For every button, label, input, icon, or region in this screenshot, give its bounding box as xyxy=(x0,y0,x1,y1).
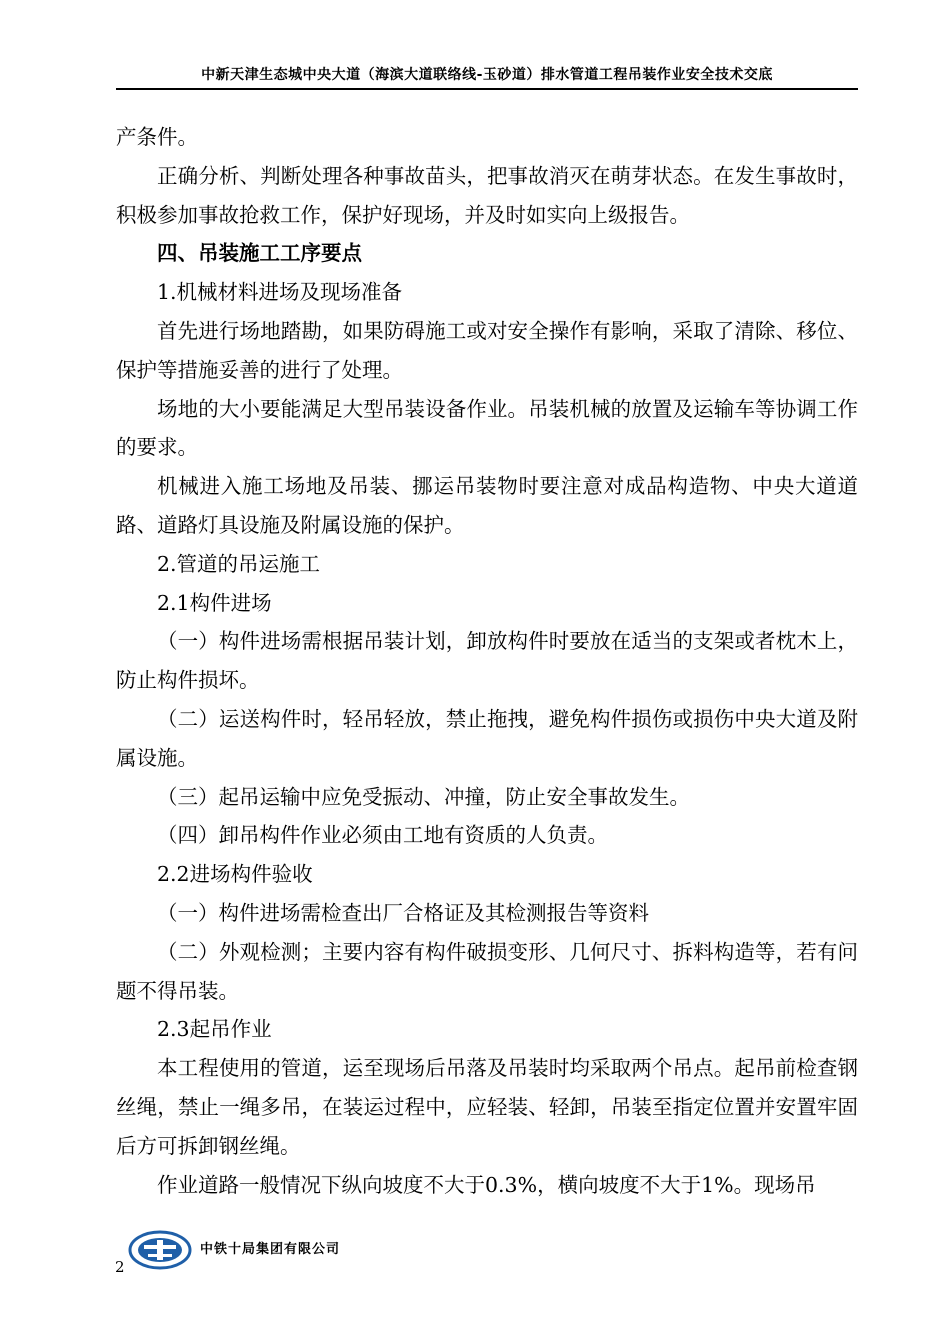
body-paragraph: 2.2进场构件验收 xyxy=(157,862,313,887)
body-paragraph: 本工程使用的管道，运至现场后吊落及吊装时均采取两个吊点。起吊前检查钢丝绳，禁止一绳多吊，在装运过程中，应轻装、轻卸，吊装至指定位置并安置牢固后方可拆卸钢丝绳。 xyxy=(116,1056,858,1158)
body-paragraph: 2.1构件进场 xyxy=(157,590,272,615)
body-paragraph: 场地的大小要能满足大型吊装设备作业。吊装机械的放置及运输车等协调工作的要求。 xyxy=(116,396,858,460)
section-heading: 四、吊装施工工序要点 xyxy=(157,241,362,266)
body-paragraph: （三）起吊运输中应免受振动、冲撞，防止安全事故发生。 xyxy=(157,784,690,809)
body-paragraph: 2.管道的吊运施工 xyxy=(157,551,321,576)
body-paragraph: 首先进行场地踏勘，如果防碍施工或对安全操作有影响，采取了清除、移位、保护等措施妥善的进行了处理。 xyxy=(116,318,858,382)
crcc-logo-icon xyxy=(128,1230,192,1270)
body-paragraph: 正确分析、判断处理各种事故苗头，把事故消灭在萌芽状态。在发生事故时，积极参加事故抢救工作，保护好现场，并及时如实向上级报告。 xyxy=(116,163,858,227)
body-paragraph: 产条件。 xyxy=(116,125,198,149)
page-number: 2 xyxy=(115,1258,125,1276)
body-paragraph: （四）卸吊构件作业必须由工地有资质的人负责。 xyxy=(157,823,608,848)
body-paragraph: 2.3起吊作业 xyxy=(157,1017,272,1042)
document-body xyxy=(116,118,858,1204)
running-header: 中新天津生态城中央大道（海滨大道联络线-玉砂道）排水管道工程吊装作业安全技术交底 xyxy=(201,67,773,83)
body-paragraph: 作业道路一般情况下纵向坡度不大于0.3%，横向坡度不大于1%。现场吊 xyxy=(157,1172,816,1197)
body-paragraph: 1.机械材料进场及现场准备 xyxy=(157,280,403,305)
body-paragraph: （一）构件进场需检查出厂合格证及其检测报告等资料 xyxy=(157,900,649,925)
footer-company-name: 中铁十局集团有限公司 xyxy=(200,1242,341,1257)
body-paragraph: （二）运送构件时，轻吊轻放，禁止拖拽，避免构件损伤或损伤中央大道及附属设施。 xyxy=(116,706,858,770)
header-rule xyxy=(116,88,858,90)
body-paragraph: 机械进入施工场地及吊装、挪运吊装物时要注意对成品构造物、中央大道道路、道路灯具设施及附属设施的保护。 xyxy=(116,474,858,537)
body-paragraph: （一）构件进场需根据吊装计划，卸放构件时要放在适当的支架或者枕木上，防止构件损坏。 xyxy=(116,629,858,693)
body-paragraph: （二）外观检测；主要内容有构件破损变形、几何尺寸、拆料构造等，若有问题不得吊装。 xyxy=(116,939,858,1003)
